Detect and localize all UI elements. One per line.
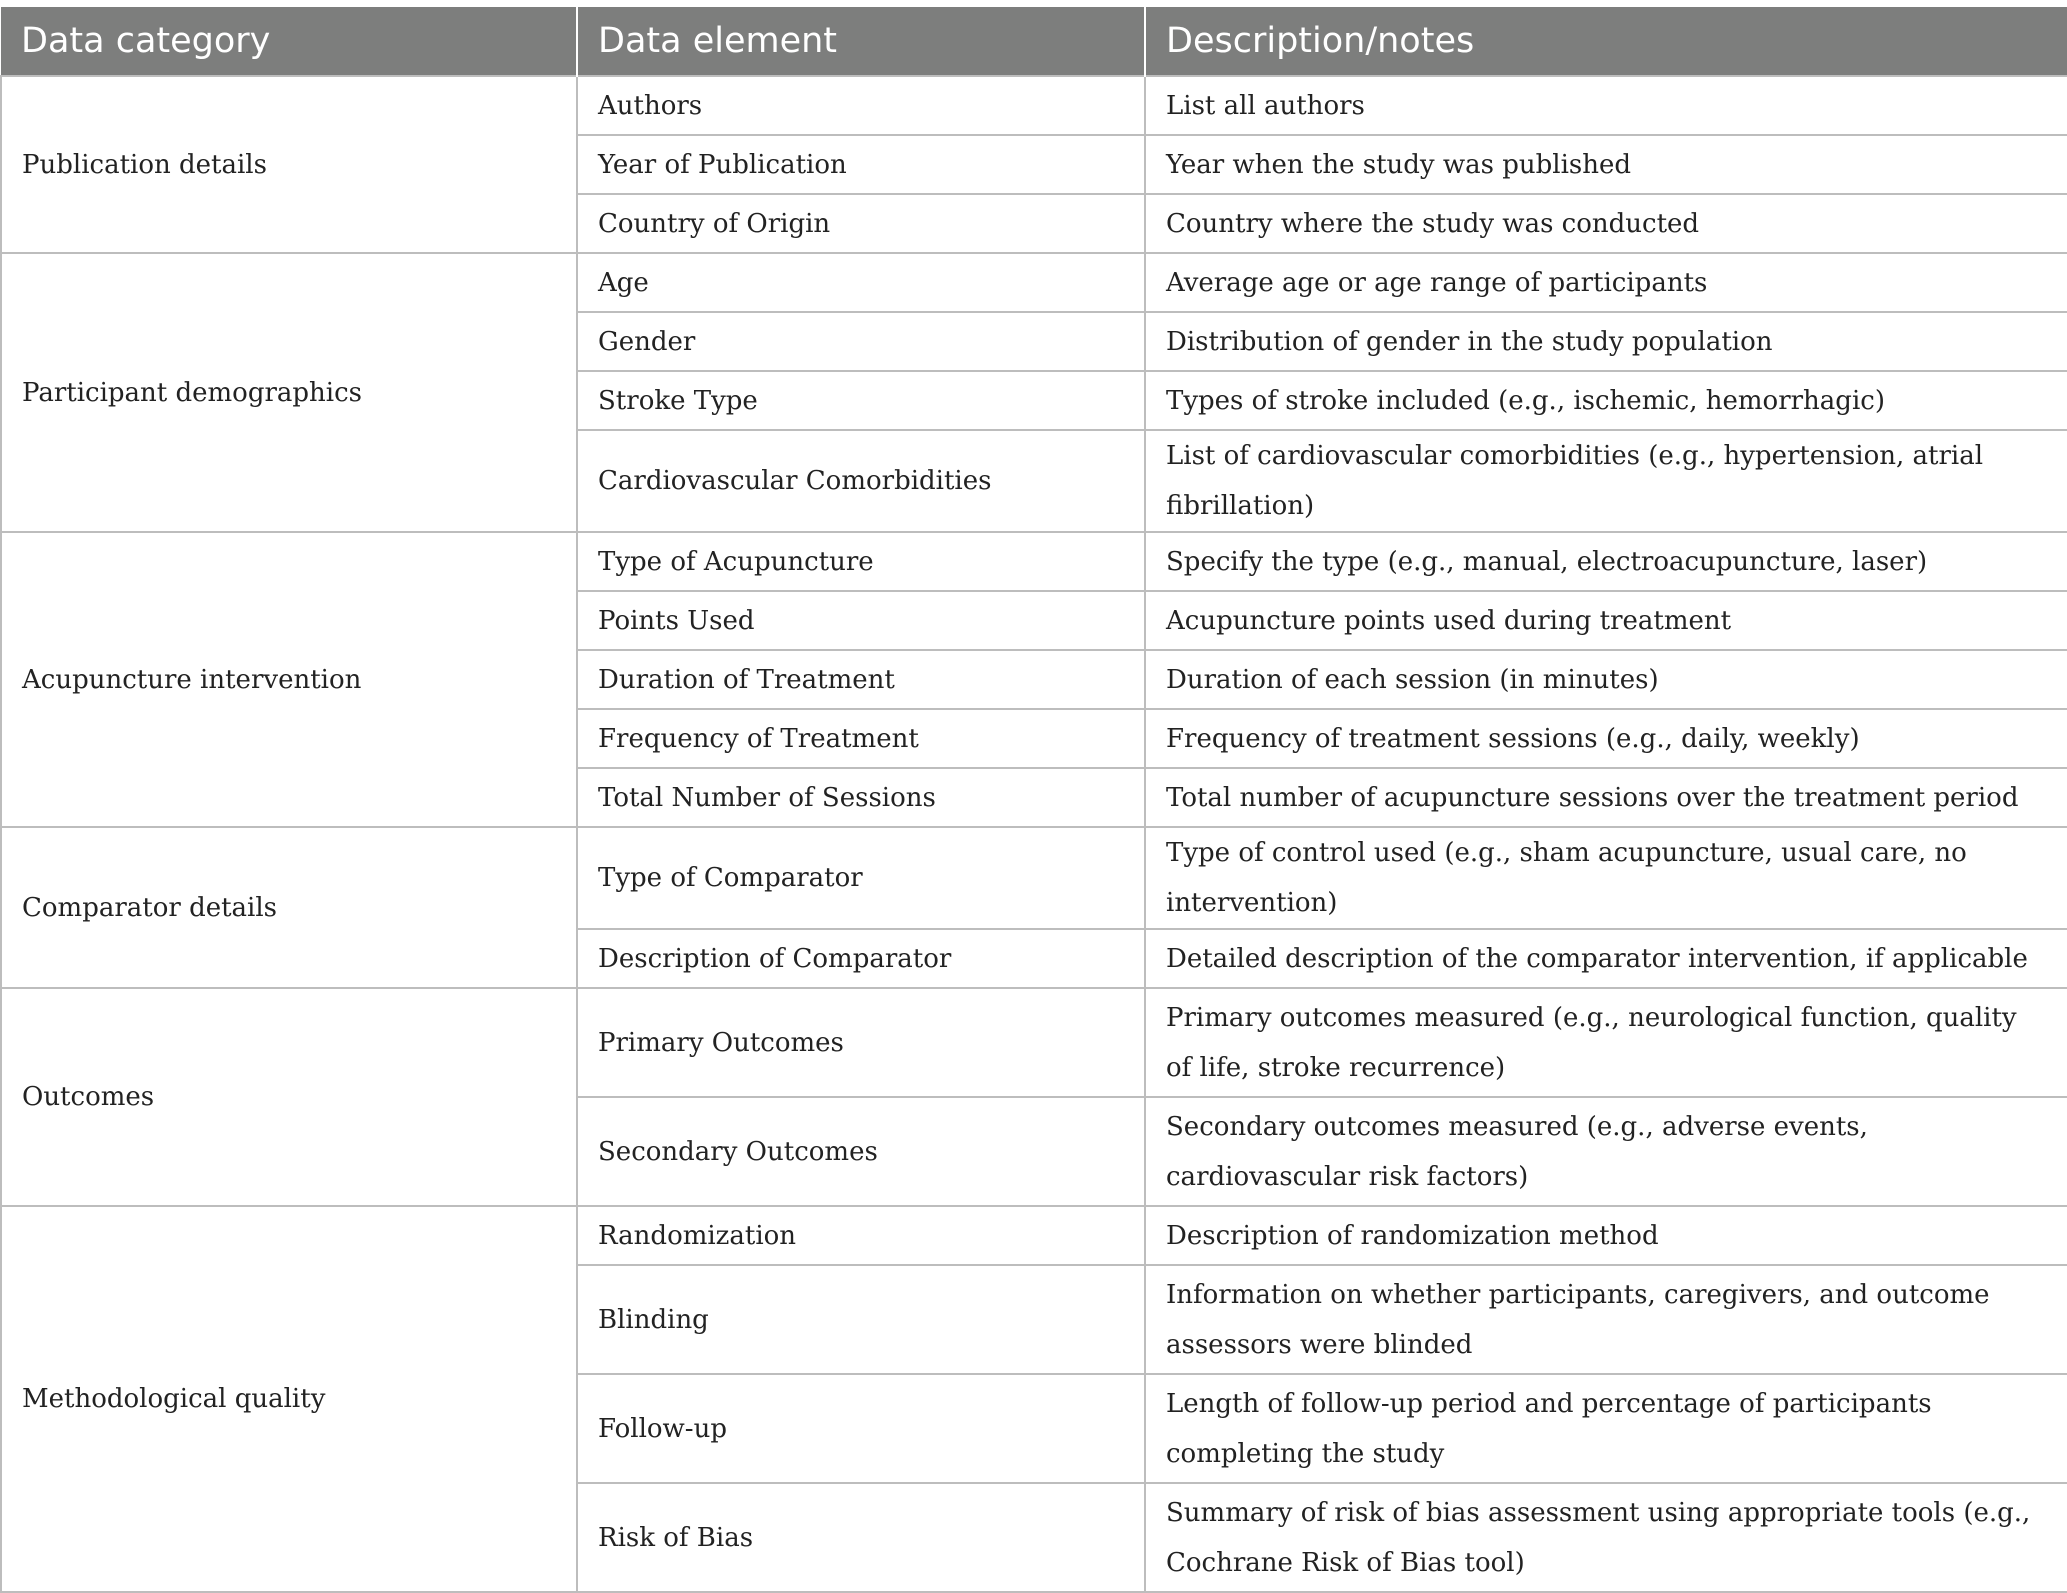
category-cell: Participant demographics [1,253,577,532]
description-cell: Detailed description of the comparator intervention, if applicable [1145,929,2067,988]
description-cell: Year when the study was published [1145,135,2067,194]
element-cell: Type of Comparator [577,827,1145,929]
table-row [1,76,2067,135]
header-row [1,7,2067,76]
description-cell: Length of follow-up period and percentage of participants completing the study [1145,1374,2067,1483]
description-cell: Primary outcomes measured (e.g., neurological function, quality of life, stroke recurrence) [1145,988,2067,1097]
description-cell: Specify the type (e.g., manual, electroacupuncture, laser) [1145,532,2067,591]
description-cell: Total number of acupuncture sessions over the treatment period [1145,768,2067,827]
element-cell: Primary Outcomes [577,988,1145,1097]
description-cell: Duration of each session (in minutes) [1145,650,2067,709]
description-cell: Type of control used (e.g., sham acupuncture, usual care, no intervention) [1145,827,2067,929]
element-cell: Secondary Outcomes [577,1097,1145,1206]
table-row [1,988,2067,1097]
table-row [1,253,2067,312]
description-cell: Types of stroke included (e.g., ischemic, hemorrhagic) [1145,371,2067,430]
element-cell: Total Number of Sessions [577,768,1145,827]
table-row [1,827,2067,929]
element-cell: Year of Publication [577,135,1145,194]
category-cell: Outcomes [1,988,577,1206]
description-cell: Description of randomization method [1145,1206,2067,1265]
header-description-notes: Description/notes [1145,7,2067,76]
description-cell: List all authors [1145,76,2067,135]
element-cell: Points Used [577,591,1145,650]
element-cell: Authors [577,76,1145,135]
description-cell: Country where the study was conducted [1145,194,2067,253]
data-extraction-table-container [0,7,2067,1593]
element-cell: Gender [577,312,1145,371]
description-cell: List of cardiovascular comorbidities (e.g., hypertension, atrial fibrillation) [1145,430,2067,532]
category-cell: Comparator details [1,827,577,988]
element-cell: Duration of Treatment [577,650,1145,709]
element-cell: Follow-up [577,1374,1145,1483]
element-cell: Type of Acupuncture [577,532,1145,591]
description-cell: Summary of risk of bias assessment using appropriate tools (e.g., Cochrane Risk of Bias tool) [1145,1483,2067,1592]
element-cell: Stroke Type [577,371,1145,430]
element-cell: Age [577,253,1145,312]
table-row [1,1206,2067,1265]
category-cell: Methodological quality [1,1206,577,1592]
description-cell: Average age or age range of participants [1145,253,2067,312]
element-cell: Risk of Bias [577,1483,1145,1592]
data-extraction-table [0,7,2067,1593]
table-body [1,76,2067,1592]
description-cell: Acupuncture points used during treatment [1145,591,2067,650]
description-cell: Information on whether participants, caregivers, and outcome assessors were blinded [1145,1265,2067,1374]
element-cell: Randomization [577,1206,1145,1265]
element-cell: Frequency of Treatment [577,709,1145,768]
category-cell: Publication details [1,76,577,253]
table-row [1,532,2067,591]
element-cell: Description of Comparator [577,929,1145,988]
element-cell: Blinding [577,1265,1145,1374]
element-cell: Cardiovascular Comorbidities [577,430,1145,532]
header-data-element: Data element [577,7,1145,76]
table-header [1,7,2067,76]
description-cell: Secondary outcomes measured (e.g., adverse events, cardiovascular risk factors) [1145,1097,2067,1206]
description-cell: Distribution of gender in the study population [1145,312,2067,371]
header-data-category: Data category [1,7,577,76]
element-cell: Country of Origin [577,194,1145,253]
description-cell: Frequency of treatment sessions (e.g., daily, weekly) [1145,709,2067,768]
category-cell: Acupuncture intervention [1,532,577,827]
